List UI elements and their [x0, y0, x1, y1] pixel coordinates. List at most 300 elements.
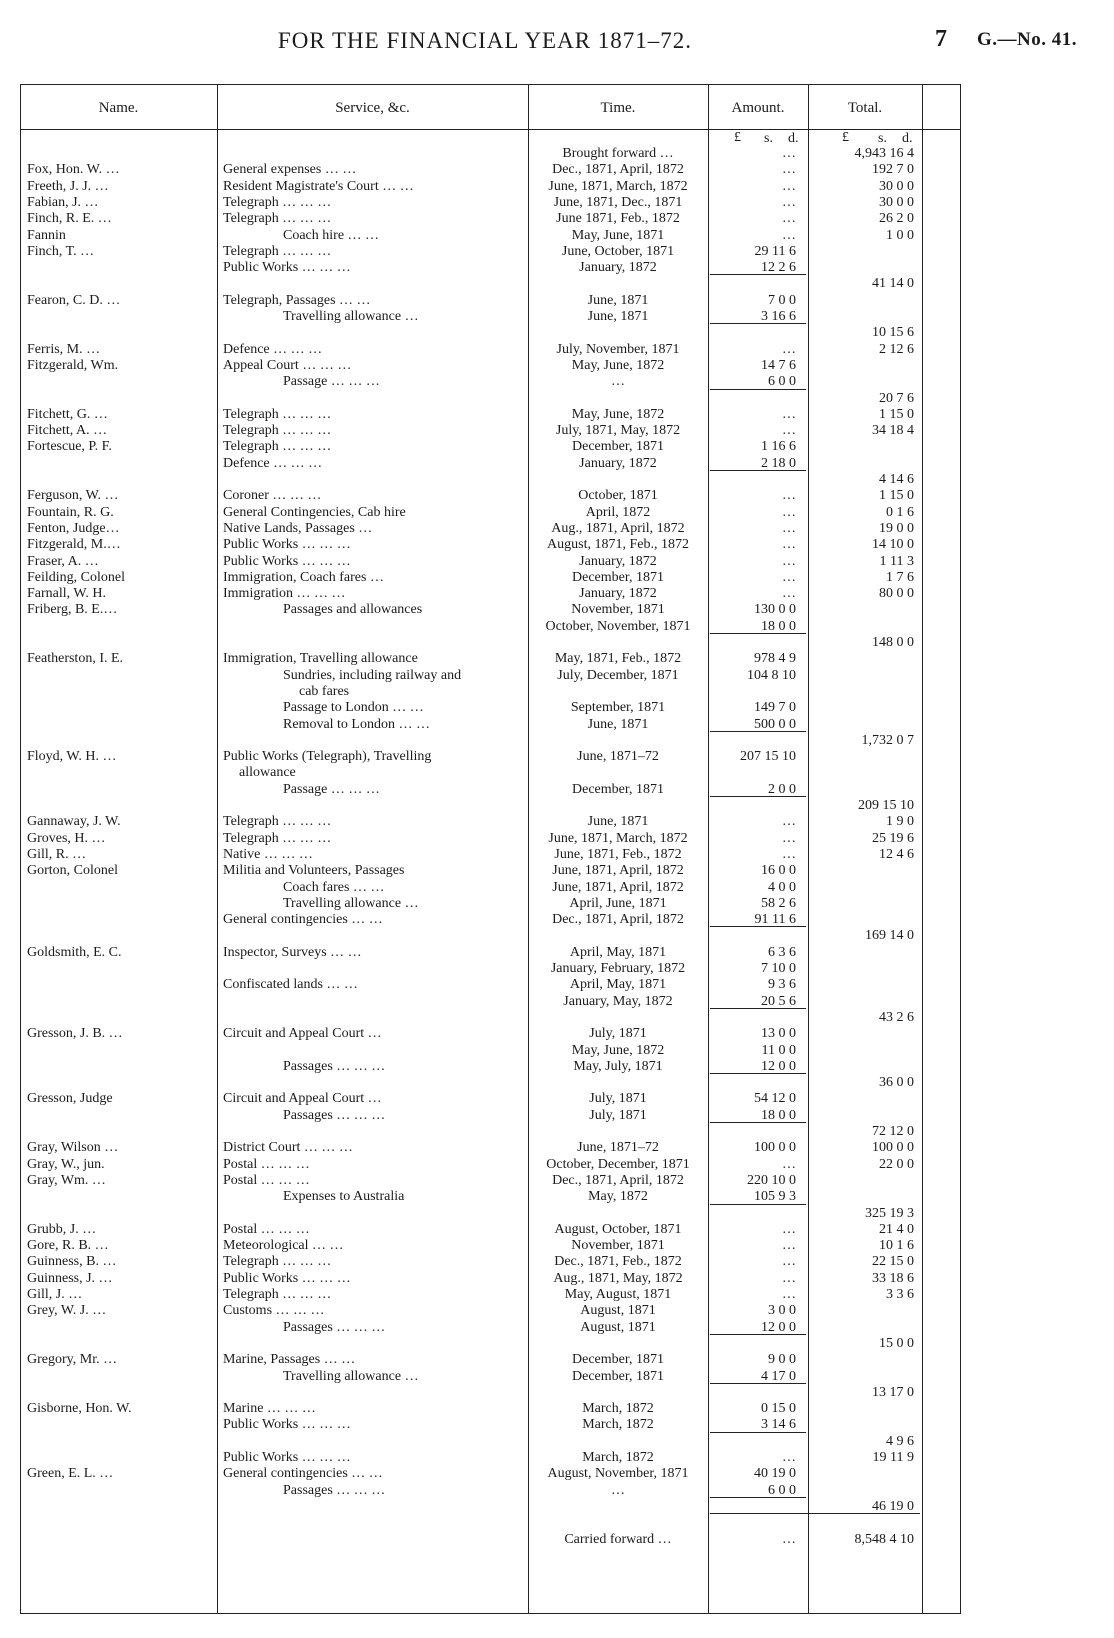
service-cell: Public Works … … …	[223, 1417, 351, 1433]
time-cell	[530, 1385, 706, 1400]
time-cell: May, July, 1871	[573, 1058, 663, 1074]
service-cell: Passages … … …	[283, 1058, 386, 1074]
amount-cell: 207 15 10	[740, 749, 796, 765]
name-cell: Fountain, R. G.	[27, 504, 114, 520]
name-cell	[27, 325, 212, 340]
name-cell	[27, 374, 212, 389]
amount-cell: 14 7 6	[761, 357, 796, 373]
name-cell	[27, 977, 212, 992]
total-cell: 1 15 0	[879, 406, 914, 422]
amount-cell: …	[782, 1156, 796, 1172]
name-cell	[27, 276, 212, 291]
amount-cell	[710, 1499, 796, 1514]
time-cell: Dec., 1871, April, 1872	[552, 162, 684, 178]
subtotal-rule	[710, 323, 806, 324]
subtotal-rule	[710, 731, 806, 732]
time-cell: November, 1871	[571, 1238, 665, 1254]
amount-cell: …	[782, 341, 796, 357]
name-cell	[27, 1515, 212, 1530]
time-cell: August, October, 1871	[554, 1221, 682, 1237]
time-cell	[530, 1075, 706, 1090]
amount-cell	[710, 1385, 796, 1400]
service-cell	[223, 1206, 522, 1221]
name-cell	[27, 1206, 212, 1221]
column-divider	[217, 84, 218, 1614]
total-cell	[810, 260, 914, 275]
name-cell	[27, 798, 212, 813]
total-cell	[810, 374, 914, 389]
amount-cell: …	[782, 1254, 796, 1270]
time-cell	[530, 1336, 706, 1351]
service-cell: cab fares	[299, 683, 350, 699]
name-cell: Grey, W. J. …	[27, 1303, 107, 1319]
name-cell: Finch, T. …	[27, 243, 95, 259]
amount-cell: 18 0 0	[761, 1107, 796, 1123]
time-cell: Carried forward …	[564, 1531, 672, 1547]
total-cell: 21 4 0	[879, 1221, 914, 1237]
service-cell	[223, 1499, 522, 1514]
name-cell	[27, 309, 212, 324]
amount-cell: 2 0 0	[768, 781, 796, 797]
time-cell: July, 1871	[589, 1107, 647, 1123]
service-cell: Telegraph … … …	[223, 211, 332, 227]
time-cell: August, 1871	[580, 1319, 656, 1335]
name-cell	[27, 928, 212, 943]
service-cell: Passages and allowances	[283, 602, 423, 618]
total-cell: 43 2 6	[879, 1009, 914, 1025]
time-cell	[530, 1434, 706, 1449]
service-cell: Travelling allowance …	[283, 1368, 419, 1384]
amount-cell: …	[782, 569, 796, 585]
time-cell: November, 1871	[571, 602, 665, 618]
amount-cell: 104 8 10	[747, 667, 796, 683]
service-cell: Public Works … … …	[223, 537, 351, 553]
time-cell: May, August, 1871	[564, 1287, 672, 1302]
name-cell: Fenton, Judge…	[27, 520, 120, 536]
total-cell	[810, 1091, 914, 1106]
total-cell: 41 14 0	[872, 276, 914, 292]
service-cell	[223, 1010, 522, 1025]
name-cell: Friberg, B. E.…	[27, 602, 118, 618]
subtotal-rule	[710, 926, 806, 927]
service-cell	[223, 1075, 522, 1090]
time-cell: January, 1872	[579, 553, 657, 569]
amount-cell: …	[782, 830, 796, 846]
subtotal-rule	[710, 274, 806, 275]
service-cell: General contingencies … …	[223, 1466, 383, 1482]
subtotal-rule	[710, 1122, 806, 1123]
time-cell: April, May, 1871	[569, 944, 667, 960]
header-rule	[20, 129, 961, 130]
amount-cell: 220 10 0	[747, 1172, 796, 1188]
time-cell	[530, 1206, 706, 1221]
amount-cell: 40 19 0	[754, 1466, 796, 1482]
name-cell: Green, E. L. …	[27, 1466, 114, 1482]
service-cell	[223, 472, 522, 487]
total-cell: 20 7 6	[879, 390, 914, 406]
service-cell: Native … … …	[223, 846, 313, 862]
name-cell	[27, 472, 212, 487]
time-cell	[530, 928, 706, 943]
amount-cell: 105 9 3	[754, 1189, 796, 1205]
total-cell: 25 19 6	[872, 830, 914, 846]
total-cell: 19 0 0	[879, 520, 914, 536]
total-cell	[810, 782, 914, 797]
amount-cell	[710, 733, 796, 748]
service-cell: Passages … … …	[283, 1319, 386, 1335]
amount-cell: 12 2 6	[761, 260, 796, 276]
name-cell: Gray, Wm. …	[27, 1172, 106, 1188]
total-cell: 1 0 0	[886, 227, 914, 243]
time-cell	[530, 798, 706, 813]
amount-cell: 978 4 9	[754, 651, 796, 667]
amount-cell: …	[782, 406, 796, 422]
name-cell	[27, 1336, 212, 1351]
service-cell	[223, 391, 522, 406]
service-cell: Telegraph … … …	[223, 830, 332, 846]
amount-cell: 130 0 0	[754, 602, 796, 618]
service-cell: Resident Magistrate's Court … …	[223, 178, 414, 194]
service-cell: Passage to London … …	[283, 700, 424, 716]
name-cell	[27, 1385, 212, 1400]
time-cell: July, December, 1871	[557, 667, 679, 683]
column-header-total: Total.	[847, 100, 883, 116]
name-cell: Fox, Hon. W. …	[27, 162, 120, 178]
total-cell: 325 19 3	[865, 1205, 914, 1221]
service-cell: Defence … … …	[223, 341, 323, 357]
service-cell: Telegraph … … …	[223, 814, 332, 830]
time-cell: June, 1871, April, 1872	[552, 879, 684, 895]
name-cell	[27, 1483, 212, 1498]
service-cell: Militia and Volunteers, Passages	[223, 863, 405, 879]
total-cell: 0 1 6	[886, 504, 914, 520]
service-cell: Appeal Court … … …	[223, 357, 352, 373]
name-cell	[27, 635, 212, 650]
amount-cell: 6 3 6	[768, 944, 796, 960]
amount-cell	[710, 1075, 796, 1090]
time-cell: June, 1871	[587, 716, 649, 732]
name-cell	[27, 1043, 212, 1058]
name-cell: Gisborne, Hon. W.	[27, 1401, 132, 1417]
amount-cell	[710, 798, 796, 813]
time-cell: October, November, 1871	[545, 618, 691, 634]
service-cell	[223, 146, 522, 161]
total-cell: 3 3 6	[886, 1287, 914, 1302]
total-cell	[810, 684, 914, 699]
name-cell	[27, 1124, 212, 1139]
name-cell: Fortescue, P. F.	[27, 439, 112, 455]
time-cell	[530, 276, 706, 291]
service-cell: Coach fares … …	[283, 879, 385, 895]
service-cell: Meteorological … …	[223, 1238, 344, 1254]
amount-cell: 11 0 0	[761, 1042, 796, 1058]
service-cell: Public Works … … …	[223, 553, 351, 569]
time-cell: January, 1872	[579, 586, 657, 602]
pound-symbol: £	[842, 130, 849, 145]
time-cell: May, June, 1871	[571, 227, 665, 243]
name-cell: Fitchett, G. …	[27, 406, 108, 422]
time-cell: June, 1871, March, 1872	[548, 830, 688, 846]
total-cell	[810, 1043, 914, 1058]
service-cell: Marine … … …	[223, 1401, 316, 1417]
amount-cell	[710, 684, 796, 699]
total-cell	[810, 912, 914, 927]
time-cell	[530, 1499, 706, 1514]
amount-cell: …	[782, 1238, 796, 1254]
amount-cell	[710, 928, 796, 943]
total-cell: 26 2 0	[879, 211, 914, 227]
total-cell	[810, 863, 914, 878]
total-cell	[810, 619, 914, 634]
name-cell: Freeth, J. J. …	[27, 178, 109, 194]
service-cell: Immigration, Coach fares …	[223, 569, 384, 585]
time-cell: April, 1872	[585, 504, 651, 520]
subtotal-rule	[710, 1383, 806, 1384]
time-cell: October, 1871	[578, 488, 658, 504]
time-cell	[530, 1515, 706, 1530]
time-cell: January, 1872	[579, 455, 657, 471]
service-cell: Telegraph … … …	[223, 243, 332, 259]
service-cell: Passage … … …	[283, 374, 380, 390]
service-cell	[223, 276, 522, 291]
time-cell: Brought forward …	[562, 146, 674, 161]
service-cell	[223, 928, 522, 943]
amount-cell: …	[782, 586, 796, 602]
time-cell: June 1871, Feb., 1872	[556, 211, 680, 227]
name-cell	[27, 1434, 212, 1449]
time-cell: June, 1871	[587, 292, 649, 308]
service-cell: allowance	[239, 765, 296, 781]
total-cell: 1,732 0 7	[861, 732, 914, 748]
service-cell: Telegraph … … …	[223, 1287, 332, 1302]
total-cell: 46 19 0	[872, 1498, 914, 1514]
subtotal-rule	[710, 1334, 806, 1335]
total-cell	[810, 1108, 914, 1123]
name-cell	[27, 765, 212, 780]
time-cell: May, June, 1872	[571, 1042, 665, 1058]
name-cell	[27, 668, 212, 683]
name-cell	[27, 733, 212, 748]
name-cell: Grubb, J. …	[27, 1221, 97, 1237]
amount-cell: 12 0 0	[761, 1319, 796, 1335]
total-cell: 30 0 0	[879, 178, 914, 194]
time-cell: May, June, 1872	[571, 406, 665, 422]
subtotal-rule	[710, 389, 806, 390]
total-cell: 72 12 0	[872, 1124, 914, 1139]
name-cell: Gill, J. …	[27, 1287, 83, 1302]
total-cell	[810, 1369, 914, 1384]
name-cell	[27, 1189, 212, 1204]
amount-cell: …	[782, 504, 796, 520]
name-cell: Gore, R. B. …	[27, 1238, 109, 1254]
name-cell	[27, 391, 212, 406]
amount-cell	[710, 1515, 796, 1530]
name-cell: Ferris, M. …	[27, 341, 101, 357]
total-cell	[810, 896, 914, 911]
subtotal-rule	[710, 1432, 806, 1433]
name-cell: Groves, H. …	[27, 830, 106, 846]
time-cell: March, 1872	[582, 1450, 654, 1465]
name-cell	[27, 146, 212, 161]
time-cell: May, 1871, Feb., 1872	[554, 651, 682, 667]
total-cell: 10 15 6	[872, 325, 914, 341]
amount-cell: …	[782, 1287, 796, 1302]
amount-cell: 20 5 6	[761, 993, 796, 1009]
total-cell	[810, 1320, 914, 1335]
amount-cell: 0 15 0	[761, 1401, 796, 1417]
name-cell: Gray, Wilson …	[27, 1140, 119, 1156]
time-cell	[530, 325, 706, 340]
amount-cell: …	[782, 178, 796, 194]
name-cell	[27, 619, 212, 634]
amount-cell: 4 17 0	[761, 1368, 796, 1384]
service-cell: Telegraph … … …	[223, 1254, 332, 1270]
document-reference: G.—No. 41.	[977, 29, 1077, 50]
name-cell	[27, 880, 212, 895]
name-cell: Fitzgerald, M.…	[27, 537, 121, 553]
service-cell: Passages … … …	[283, 1107, 386, 1123]
service-cell: Immigration … … …	[223, 586, 346, 602]
service-cell: Telegraph, Passages … …	[223, 292, 371, 308]
pence-symbol: d.	[902, 131, 913, 146]
name-cell	[27, 1059, 212, 1074]
service-cell	[223, 1336, 522, 1351]
total-cell: 15 0 0	[879, 1335, 914, 1351]
service-cell: Postal … … …	[223, 1172, 310, 1188]
name-cell	[27, 1369, 212, 1384]
total-cell	[810, 244, 914, 259]
total-cell: 19 11 9	[872, 1450, 914, 1465]
amount-cell: …	[782, 553, 796, 569]
pence-symbol: d.	[788, 131, 799, 146]
total-cell	[810, 1303, 914, 1318]
total-cell: 2 12 6	[879, 341, 914, 357]
amount-cell: 6 0 0	[768, 374, 796, 390]
total-cell: 1 9 0	[886, 814, 914, 830]
amount-cell: …	[782, 537, 796, 553]
amount-cell: 4 0 0	[768, 879, 796, 895]
amount-cell: 54 12 0	[754, 1091, 796, 1107]
time-cell: January, May, 1872	[563, 993, 673, 1009]
column-header-amount: Amount.	[731, 100, 785, 116]
service-cell	[223, 325, 522, 340]
total-cell	[810, 880, 914, 895]
time-cell: December, 1871	[572, 1368, 664, 1384]
subtotal-rule	[710, 796, 806, 797]
amount-cell: 2 18 0	[761, 455, 796, 471]
name-cell	[27, 1450, 212, 1465]
amount-cell	[710, 1434, 796, 1449]
time-cell	[530, 635, 706, 650]
time-cell: August, 1871	[580, 1303, 656, 1319]
name-cell	[27, 1417, 212, 1432]
service-cell: Circuit and Appeal Court …	[223, 1091, 382, 1107]
total-cell: 209 15 10	[858, 798, 914, 813]
time-cell: August, November, 1871	[547, 1466, 689, 1482]
amount-cell: …	[782, 1531, 796, 1547]
time-cell: June, 1871–72	[577, 1140, 659, 1156]
amount-cell	[710, 472, 796, 487]
name-cell: Gill, R. …	[27, 846, 87, 862]
name-cell: Gresson, J. B. …	[27, 1026, 123, 1042]
total-cell: 12 4 6	[879, 846, 914, 862]
service-cell: Expenses to Australia	[283, 1189, 405, 1205]
total-cell: 34 18 4	[872, 423, 914, 439]
time-cell	[530, 1010, 706, 1025]
amount-cell: 3 16 6	[761, 309, 796, 324]
service-cell: Coach hire … …	[283, 227, 380, 243]
name-cell: Ferguson, W. …	[27, 488, 119, 504]
total-cell: 80 0 0	[879, 586, 914, 602]
amount-cell: 91 11 6	[754, 912, 796, 928]
name-cell: Gregory, Mr. …	[27, 1352, 118, 1368]
service-cell: Immigration, Travelling allowance	[223, 651, 418, 667]
service-cell	[223, 619, 522, 634]
column-header-name: Name.	[98, 100, 139, 116]
column-divider	[922, 84, 923, 1614]
name-cell	[27, 1320, 212, 1335]
amount-cell: …	[782, 162, 796, 178]
total-cell: 13 17 0	[872, 1384, 914, 1400]
name-cell	[27, 456, 212, 471]
total-cell	[810, 456, 914, 471]
service-cell: Circuit and Appeal Court …	[223, 1026, 382, 1042]
total-cell	[810, 1483, 914, 1498]
service-cell	[223, 798, 522, 813]
name-cell: Featherston, I. E.	[27, 651, 124, 667]
name-cell: Gannaway, J. W.	[27, 814, 121, 830]
amount-cell: 7 0 0	[768, 292, 796, 308]
total-cell	[810, 1417, 914, 1432]
name-cell: Gray, W., jun.	[27, 1156, 105, 1172]
amount-cell: 6 0 0	[768, 1482, 796, 1498]
time-cell: …	[611, 1482, 625, 1498]
time-cell: October, December, 1871	[546, 1156, 690, 1172]
time-cell	[530, 684, 706, 699]
amount-cell: 1 16 6	[761, 439, 796, 455]
time-cell: June, 1871, April, 1872	[552, 863, 684, 879]
total-cell	[810, 977, 914, 992]
amount-cell: 500 0 0	[754, 716, 796, 732]
service-cell: Marine, Passages … …	[223, 1352, 356, 1368]
amount-cell: 29 11 6	[754, 243, 796, 259]
column-divider	[528, 84, 529, 1614]
time-cell	[530, 391, 706, 406]
amount-cell	[710, 1124, 796, 1139]
name-cell: Floyd, W. H. …	[27, 749, 117, 765]
amount-cell: 12 0 0	[761, 1058, 796, 1074]
time-cell: June, 1871, March, 1872	[548, 178, 688, 194]
service-cell	[223, 961, 522, 976]
total-cell	[810, 651, 914, 666]
service-cell: Passage … … …	[283, 781, 380, 797]
service-cell: Postal … … …	[223, 1156, 310, 1172]
service-cell: Public Works … … …	[223, 1450, 351, 1465]
amount-cell: …	[782, 1450, 796, 1465]
total-cell: 22 15 0	[872, 1254, 914, 1270]
amount-cell: …	[782, 423, 796, 439]
service-cell	[223, 733, 522, 748]
name-cell: Gresson, Judge	[27, 1091, 113, 1107]
amount-cell: …	[782, 1270, 796, 1286]
service-cell: General Contingencies, Cab hire	[223, 504, 406, 520]
total-cell	[810, 1515, 914, 1530]
service-cell: Removal to London … …	[283, 716, 430, 732]
time-cell: …	[611, 374, 625, 390]
subtotal-rule	[710, 1073, 806, 1074]
total-cell: 30 0 0	[879, 194, 914, 210]
service-cell: Confiscated lands … …	[223, 977, 358, 993]
